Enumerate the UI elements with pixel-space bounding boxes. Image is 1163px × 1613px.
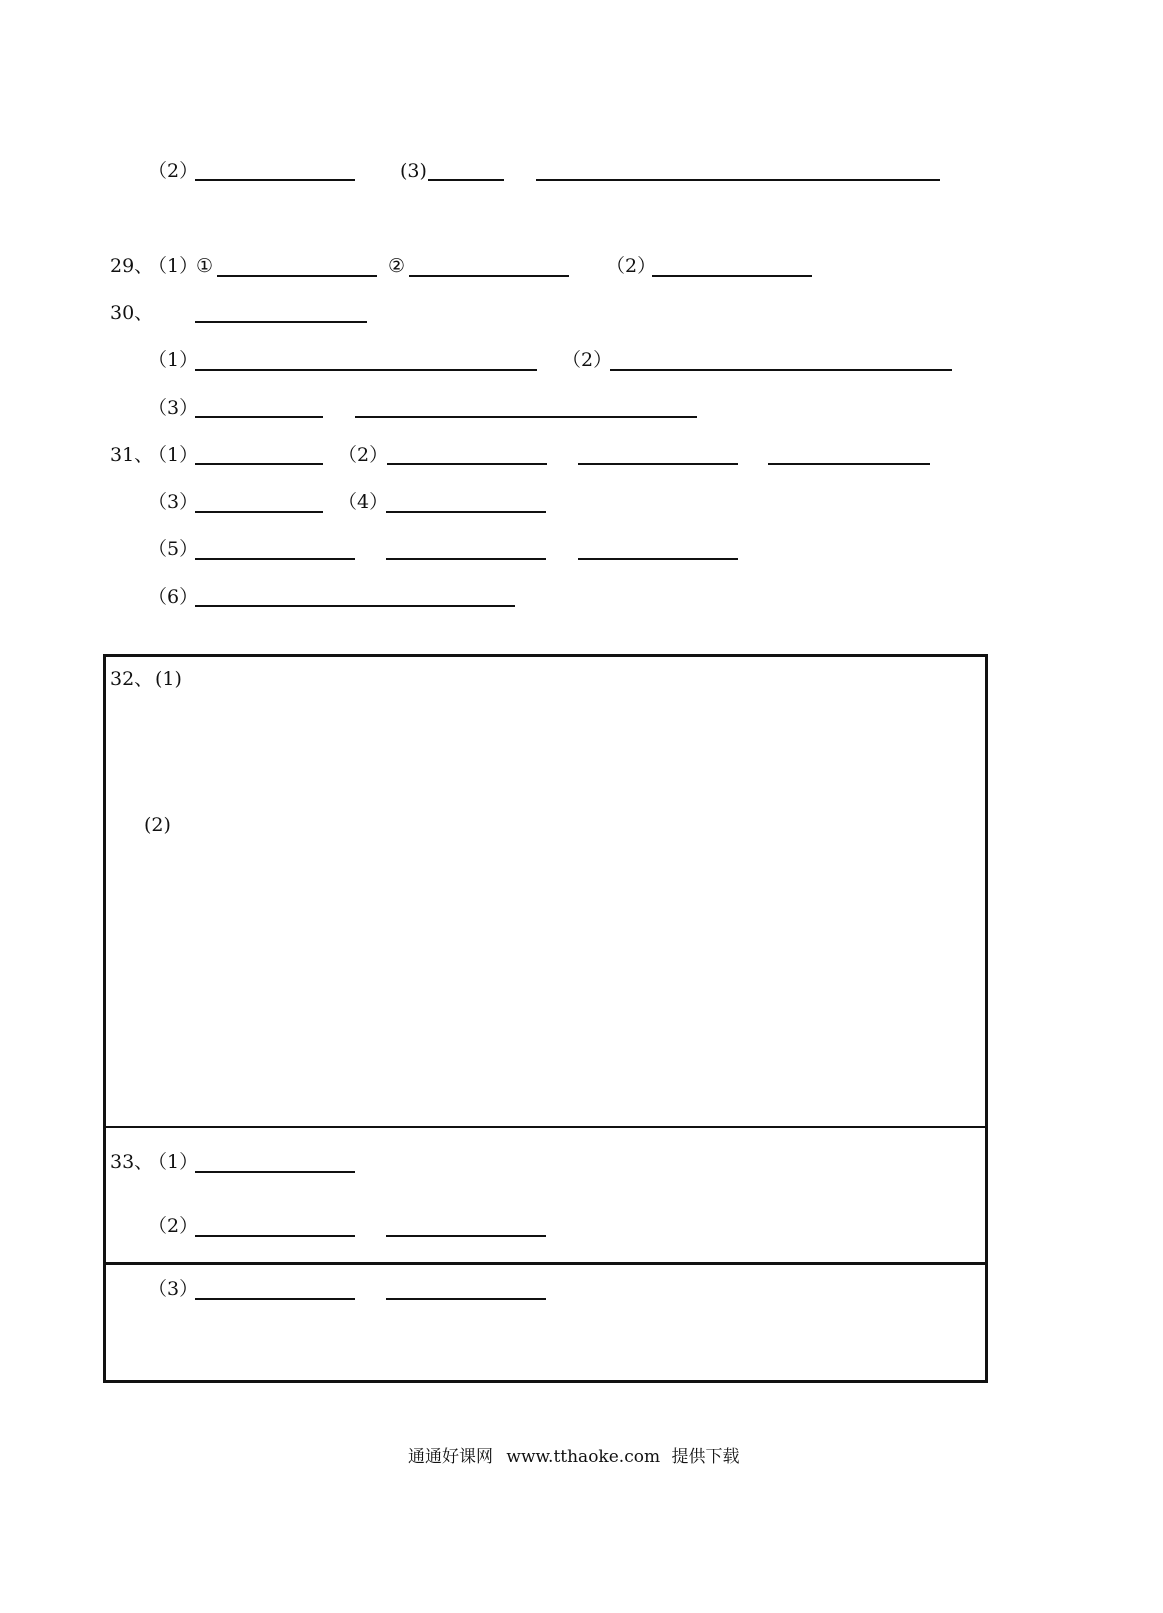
answer-blank[interactable] xyxy=(768,463,930,465)
answer-blank[interactable] xyxy=(195,416,323,418)
q31-label-3: （3） xyxy=(148,491,199,513)
q31-label-1: （1） xyxy=(148,444,199,466)
q29-circle-2: ② xyxy=(388,255,406,277)
q33-label-3: （3） xyxy=(148,1278,199,1300)
answer-blank[interactable] xyxy=(536,179,940,181)
section-divider xyxy=(105,1126,986,1128)
q29-circle-1: ① xyxy=(196,255,214,277)
q31-label-2: （2） xyxy=(338,444,389,466)
q31-number: 31、 xyxy=(110,444,154,466)
q33-label-2: （2） xyxy=(148,1215,199,1237)
q31-label-6: （6） xyxy=(148,586,199,608)
q32-number: 32、 xyxy=(110,668,154,690)
answer-blank[interactable] xyxy=(578,558,738,560)
q30-label-3: （3） xyxy=(148,397,199,419)
answer-blank[interactable] xyxy=(386,558,546,560)
answer-blank[interactable] xyxy=(195,369,537,371)
answer-blank[interactable] xyxy=(428,179,504,181)
answer-blank[interactable] xyxy=(195,1171,355,1173)
q29-label-1: （1） xyxy=(148,255,199,277)
answer-blank[interactable] xyxy=(652,275,812,277)
answer-blank[interactable] xyxy=(386,1235,546,1237)
q33-number: 33、 xyxy=(110,1151,154,1173)
answer-blank[interactable] xyxy=(409,275,569,277)
q30-label-2: （2） xyxy=(562,349,613,371)
answer-blank[interactable] xyxy=(195,179,355,181)
answer-blank[interactable] xyxy=(195,511,323,513)
answer-blank[interactable] xyxy=(195,321,367,323)
answer-blank[interactable] xyxy=(195,558,355,560)
answer-blank[interactable] xyxy=(387,463,547,465)
q31-label-5: （5） xyxy=(148,538,199,560)
answer-blank[interactable] xyxy=(578,463,738,465)
q30-number: 30、 xyxy=(110,302,154,324)
q30-label-1: （1） xyxy=(148,349,199,371)
answer-blank[interactable] xyxy=(195,605,515,607)
answer-blank[interactable] xyxy=(217,275,377,277)
top-label-3: (3) xyxy=(400,160,427,182)
answer-box xyxy=(103,654,988,1383)
top-label-2: （2） xyxy=(148,160,199,182)
section-divider xyxy=(105,1262,986,1265)
answer-blank[interactable] xyxy=(195,1235,355,1237)
answer-blank[interactable] xyxy=(355,416,697,418)
answer-blank[interactable] xyxy=(195,463,323,465)
answer-blank[interactable] xyxy=(386,511,546,513)
q32-label-1: (1) xyxy=(155,668,182,690)
footer-site-name: 通通好课网 xyxy=(408,1447,493,1467)
q29-label-2: （2） xyxy=(606,255,657,277)
footer-url[interactable]: www.tthaoke.com xyxy=(506,1447,661,1467)
footer xyxy=(408,1446,739,1468)
q29-number: 29、 xyxy=(110,255,154,277)
footer-suffix: 提供下载 xyxy=(671,1447,740,1467)
q32-label-2: (2) xyxy=(144,814,171,836)
answer-blank[interactable] xyxy=(610,369,952,371)
q33-label-1: （1） xyxy=(148,1151,199,1173)
q31-label-4: （4） xyxy=(338,491,389,513)
answer-blank[interactable] xyxy=(195,1298,355,1300)
answer-blank[interactable] xyxy=(386,1298,546,1300)
